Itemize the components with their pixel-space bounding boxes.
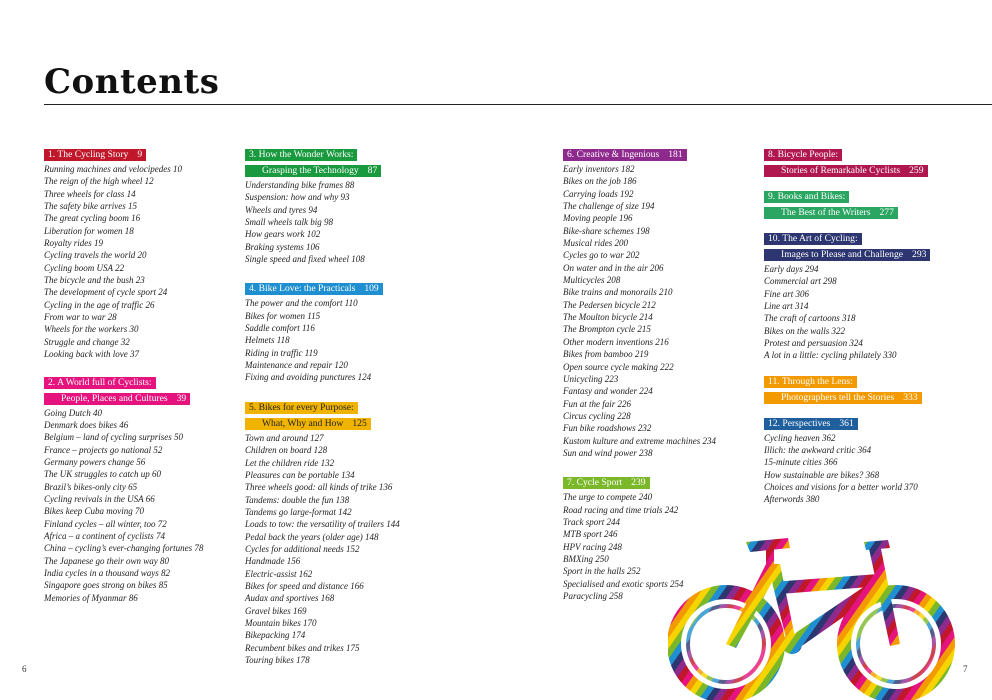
chapter-entry[interactable]: A lot in a little: cycling philately 330: [764, 350, 897, 361]
section-heading[interactable]: [563, 477, 650, 489]
chapter-entry[interactable]: Afterwords 380: [764, 494, 820, 505]
chapter-list: [245, 179, 400, 265]
chapter-entry[interactable]: The Brompton cycle 215: [563, 324, 651, 335]
chapter-entry[interactable]: Sport in the halls 252: [563, 566, 641, 577]
chapter-entry[interactable]: Cycling revivals in the USA 66: [44, 493, 155, 504]
section-page-number: 239: [631, 477, 646, 489]
section-page-number: 259: [909, 165, 924, 176]
chapter-entry[interactable]: Handmade 156: [245, 556, 301, 567]
chapter-entry[interactable]: Mountain bikes 170: [245, 617, 317, 628]
section-title: 2. A World full of Cyclists:: [48, 376, 152, 388]
section-heading[interactable]: [44, 149, 146, 161]
chapter-entry[interactable]: Braking systems 106: [245, 241, 320, 252]
chapter-entry[interactable]: Early days 294: [764, 264, 819, 274]
chapter-entry[interactable]: Gravel bikes 169: [245, 605, 307, 616]
section-subtitle: People, Places and Cultures: [61, 392, 168, 404]
chapter-entry[interactable]: MTB sport 246: [563, 529, 618, 540]
contents-column-1: [44, 145, 203, 614]
toc-section-9: [764, 187, 930, 219]
section-page-number: 293: [912, 249, 927, 260]
chapter-entry[interactable]: Moving people 196: [563, 213, 633, 224]
chapter-entry[interactable]: Touring bikes 178: [245, 655, 310, 665]
chapter-entry[interactable]: Going Dutch 40: [44, 407, 102, 418]
chapter-entry[interactable]: How gears work 102: [245, 229, 321, 240]
chapter-entry[interactable]: From war to war 28: [44, 312, 117, 323]
chapter-entry[interactable]: Line art 314: [764, 301, 809, 312]
chapter-entry[interactable]: Struggle and change 32: [44, 336, 130, 347]
chapter-entry[interactable]: HPV racing 248: [563, 541, 622, 552]
section-subheading[interactable]: [245, 418, 371, 430]
chapter-list: [764, 432, 930, 506]
toc-section-2: [44, 373, 203, 605]
rainbow-bicycle-illustration: [668, 534, 968, 700]
section-heading[interactable]: [245, 283, 383, 295]
chapter-entry[interactable]: Fun bike roadshows 232: [563, 423, 652, 434]
section-heading[interactable]: [44, 377, 156, 389]
chapter-entry[interactable]: Cycling travels the world 20: [44, 250, 147, 261]
chapter-entry[interactable]: Town and around 127: [245, 432, 324, 443]
chapter-entry[interactable]: Recumbent bikes and trikes 175: [245, 642, 360, 653]
section-subheading[interactable]: [764, 392, 922, 404]
chapter-list: [245, 297, 400, 383]
chapter-list: [44, 163, 203, 361]
chapter-entry[interactable]: Cycles for additional needs 152: [245, 543, 360, 554]
section-subtitle: The Best of the Writers: [781, 207, 871, 218]
section-subheading[interactable]: [764, 249, 930, 261]
chapter-entry[interactable]: Choices and visions for a better world 370: [764, 482, 918, 493]
chapter-entry[interactable]: Small wheels talk big 98: [245, 217, 333, 228]
chapter-entry[interactable]: The Moulton bicycle 214: [563, 312, 653, 323]
chapter-entry[interactable]: The power and the comfort 110: [245, 298, 358, 309]
section-heading[interactable]: [764, 418, 858, 430]
section-page-number: 181: [668, 149, 683, 160]
toc-section-4: [245, 279, 400, 383]
section-subtitle: What, Why and How: [262, 417, 344, 429]
chapter-entry[interactable]: The reign of the high wheel 12: [44, 176, 154, 187]
chapter-entry[interactable]: Fixing and avoiding punctures 124: [245, 372, 372, 383]
section-heading[interactable]: [563, 149, 687, 161]
chapter-entry[interactable]: Sun and wind power 238: [563, 447, 653, 458]
chapter-entry[interactable]: Wheels and tyres 94: [245, 204, 318, 215]
chapter-entry[interactable]: BMXing 250: [563, 553, 609, 564]
chapter-entry[interactable]: Fine art 306: [764, 288, 809, 299]
chapter-entry[interactable]: Musical rides 200: [563, 238, 628, 249]
chapter-entry[interactable]: The Pedersen bicycle 212: [563, 299, 656, 310]
section-page-number: 125: [352, 417, 367, 429]
chapter-entry[interactable]: Cycling in the age of traffic 26: [44, 299, 155, 310]
chapter-entry[interactable]: Cycling boom USA 22: [44, 262, 125, 273]
chapter-entry[interactable]: Illich: the awkward critic 364: [764, 445, 872, 456]
chapter-entry[interactable]: India cycles in a thousand ways 82: [44, 567, 170, 578]
section-title: 11. Through the Lens:: [768, 375, 853, 387]
section-title: 5. Bikes for every Purpose:: [249, 401, 354, 413]
chapter-entry[interactable]: Bikes from bamboo 219: [563, 349, 649, 360]
chapter-entry[interactable]: Protest and persuasion 324: [764, 338, 863, 349]
chapter-entry[interactable]: The challenge of size 194: [563, 201, 655, 212]
chapter-entry[interactable]: The urge to compete 240: [563, 492, 653, 503]
chapter-entry[interactable]: Running machines and velocipedes 10: [44, 164, 182, 174]
chapter-entry[interactable]: The Japanese go their own way 80: [44, 555, 169, 566]
toc-section-3: [245, 145, 400, 265]
chapter-entry[interactable]: Africa – a continent of cyclists 74: [44, 530, 165, 541]
chapter-entry[interactable]: Cycling heaven 362: [764, 432, 836, 443]
section-heading[interactable]: [245, 149, 357, 161]
chapter-entry[interactable]: Wheels for the workers 30: [44, 324, 139, 335]
toc-section-1: [44, 145, 203, 361]
toc-section-11: [764, 372, 930, 404]
chapter-entry[interactable]: Commercial art 298: [764, 276, 837, 287]
chapter-entry[interactable]: Suspension: how and why 93: [245, 192, 350, 203]
chapter-entry[interactable]: Fun at the fair 226: [563, 398, 631, 409]
section-page-number: 87: [367, 165, 378, 176]
chapter-entry[interactable]: Saddle comfort 116: [245, 323, 315, 334]
section-title: 1. The Cycling Story: [48, 149, 129, 160]
chapter-entry[interactable]: Track sport 244: [563, 516, 621, 527]
section-subtitle: Grasping the Technology: [262, 165, 359, 176]
chapter-list: [563, 163, 716, 459]
chapter-entry[interactable]: Germany powers change 56: [44, 456, 146, 467]
chapter-entry[interactable]: Early inventors 182: [563, 164, 635, 174]
chapter-entry[interactable]: Helmets 118: [245, 335, 290, 346]
chapter-entry[interactable]: Memories of Myanmar 86: [44, 592, 138, 603]
chapter-entry[interactable]: The bicycle and the bush 23: [44, 275, 145, 286]
chapter-entry[interactable]: The craft of cartoons 318: [764, 313, 856, 324]
contents-column-2: [245, 145, 400, 676]
title-rule: [44, 104, 992, 105]
toc-section-6: [563, 145, 716, 459]
chapter-entry[interactable]: Riding in traffic 119: [245, 347, 318, 358]
chapter-entry[interactable]: Bike-share schemes 198: [563, 225, 650, 236]
section-page-number: 277: [879, 207, 894, 218]
page-title: Contents: [44, 62, 220, 102]
chapter-entry[interactable]: Finland cycles – all winter, too 72: [44, 518, 167, 529]
chapter-entry[interactable]: The safety bike arrives 15: [44, 201, 137, 212]
chapter-entry[interactable]: Tandems go large-format 142: [245, 506, 352, 517]
section-heading[interactable]: [764, 191, 849, 203]
chapter-entry[interactable]: Brazil’s bikes-only city 65: [44, 481, 138, 492]
section-title: 4. Bike Love: the Practicals: [249, 283, 356, 295]
chapter-entry[interactable]: Bike trains and monorails 210: [563, 287, 673, 298]
chapter-list: [245, 432, 400, 667]
section-title: 6. Creative & Ingenious: [567, 149, 660, 160]
section-subtitle: Photographers tell the Stories: [781, 391, 895, 403]
section-subheading[interactable]: [764, 207, 898, 219]
section-subheading[interactable]: [764, 165, 928, 177]
chapter-entry[interactable]: Children on board 128: [245, 445, 328, 456]
toc-section-5: [245, 398, 400, 667]
chapter-entry[interactable]: On water and in the air 206: [563, 262, 664, 273]
toc-section-10: [764, 229, 930, 362]
chapter-list: [764, 263, 930, 362]
chapter-entry[interactable]: 15-minute cities 366: [764, 457, 838, 468]
chapter-entry[interactable]: Multicycles 208: [563, 275, 621, 286]
chapter-entry[interactable]: Unicycling 223: [563, 373, 619, 384]
chapter-entry[interactable]: Paracycling 258: [563, 591, 623, 601]
chapter-entry[interactable]: Open source cycle making 222: [563, 361, 674, 372]
chapter-entry[interactable]: The great cycling boom 16: [44, 213, 141, 224]
chapter-entry[interactable]: How sustainable are bikes? 368: [764, 469, 880, 480]
toc-section-8: [764, 145, 930, 177]
chapter-entry[interactable]: Three wheels for class 14: [44, 188, 136, 199]
section-subheading[interactable]: [44, 393, 190, 405]
chapter-entry[interactable]: Bikepacking 174: [245, 630, 306, 641]
chapter-entry[interactable]: France – projects go national 52: [44, 444, 163, 455]
chapter-entry[interactable]: Pleasures can be portable 134: [245, 469, 355, 480]
chapter-entry[interactable]: The UK struggles to catch up 60: [44, 469, 161, 480]
chapter-entry[interactable]: Liberation for women 18: [44, 225, 134, 236]
page-number-right: 7: [963, 664, 968, 674]
chapter-entry[interactable]: Loads to tow: the versatility of trailers 144: [245, 519, 400, 530]
section-title: 12. Perspectives: [768, 417, 831, 429]
section-page-number: 9: [137, 149, 143, 160]
chapter-entry[interactable]: Kustom kulture and extreme machines 234: [563, 435, 717, 446]
chapter-entry[interactable]: Looking back with love 37: [44, 349, 139, 360]
chapter-entry[interactable]: Let the children ride 132: [245, 457, 335, 468]
toc-section-12: [764, 414, 930, 506]
section-title: 9. Books and Bikes:: [768, 191, 846, 202]
section-page-number: 39: [176, 392, 187, 404]
section-subtitle: Images to Please and Challenge: [781, 249, 904, 260]
chapter-entry[interactable]: Electric-assist 162: [245, 568, 313, 579]
chapter-entry[interactable]: Other modern inventions 216: [563, 336, 669, 347]
section-heading[interactable]: [764, 233, 862, 245]
section-heading[interactable]: [764, 149, 842, 161]
chapter-entry[interactable]: Pedal back the years (older age) 148: [245, 531, 379, 542]
chapter-entry[interactable]: Bikes on the job 186: [563, 176, 637, 187]
chapter-entry[interactable]: Bikes on the walls 322: [764, 325, 845, 336]
chapter-entry[interactable]: Singapore goes strong on bikes 85: [44, 580, 168, 591]
chapter-entry[interactable]: Specialised and exotic sports 254: [563, 578, 684, 589]
section-title: 8. Bicycle People:: [768, 149, 839, 160]
chapter-entry[interactable]: The development of cycle sport 24: [44, 287, 168, 298]
chapter-entry[interactable]: Carrying loads 192: [563, 188, 634, 199]
section-subtitle: Stories of Remarkable Cyclists: [781, 165, 901, 176]
chapter-entry[interactable]: Royalty rides 19: [44, 238, 103, 249]
chapter-entry[interactable]: Circus cycling 228: [563, 410, 631, 421]
chapter-entry[interactable]: Single speed and fixed wheel 108: [245, 254, 365, 265]
section-title: 7. Cycle Sport: [567, 477, 623, 489]
chapter-entry[interactable]: Audax and sportives 168: [245, 593, 335, 604]
chapter-entry[interactable]: Three wheels good: all kinds of trike 136: [245, 482, 393, 493]
section-title: 3. How the Wonder Works:: [249, 149, 354, 160]
chapter-entry[interactable]: Tandems: double the fun 138: [245, 494, 350, 505]
section-subheading[interactable]: [245, 165, 381, 177]
page-number-left: 6: [22, 664, 27, 674]
chapter-entry[interactable]: Fantasy and wonder 224: [563, 386, 653, 397]
section-title: 10. The Art of Cycling:: [768, 233, 858, 244]
chapter-entry[interactable]: Belgium – land of cycling surprises 50: [44, 432, 183, 443]
chapter-entry[interactable]: Understanding bike frames 88: [245, 180, 355, 190]
chapter-entry[interactable]: Bikes for speed and distance 166: [245, 580, 364, 591]
chapter-entry[interactable]: Bikes for women 115: [245, 310, 321, 321]
chapter-entry[interactable]: China – cycling’s ever-changing fortunes 78: [44, 543, 204, 554]
section-page-number: 109: [364, 283, 379, 295]
chapter-list: [44, 407, 203, 605]
section-heading[interactable]: [245, 402, 358, 414]
chapter-entry[interactable]: Denmark does bikes 46: [44, 419, 129, 430]
section-heading[interactable]: [764, 376, 857, 388]
section-page-number: 361: [839, 417, 854, 429]
chapter-entry[interactable]: Road racing and time trials 242: [563, 504, 679, 515]
chapter-entry[interactable]: Cycles go to war 202: [563, 250, 640, 261]
contents-column-4: [764, 145, 930, 516]
chapter-entry[interactable]: Maintenance and repair 120: [245, 360, 348, 371]
section-page-number: 333: [903, 391, 918, 403]
chapter-entry[interactable]: Bikes keep Cuba moving 70: [44, 506, 144, 517]
